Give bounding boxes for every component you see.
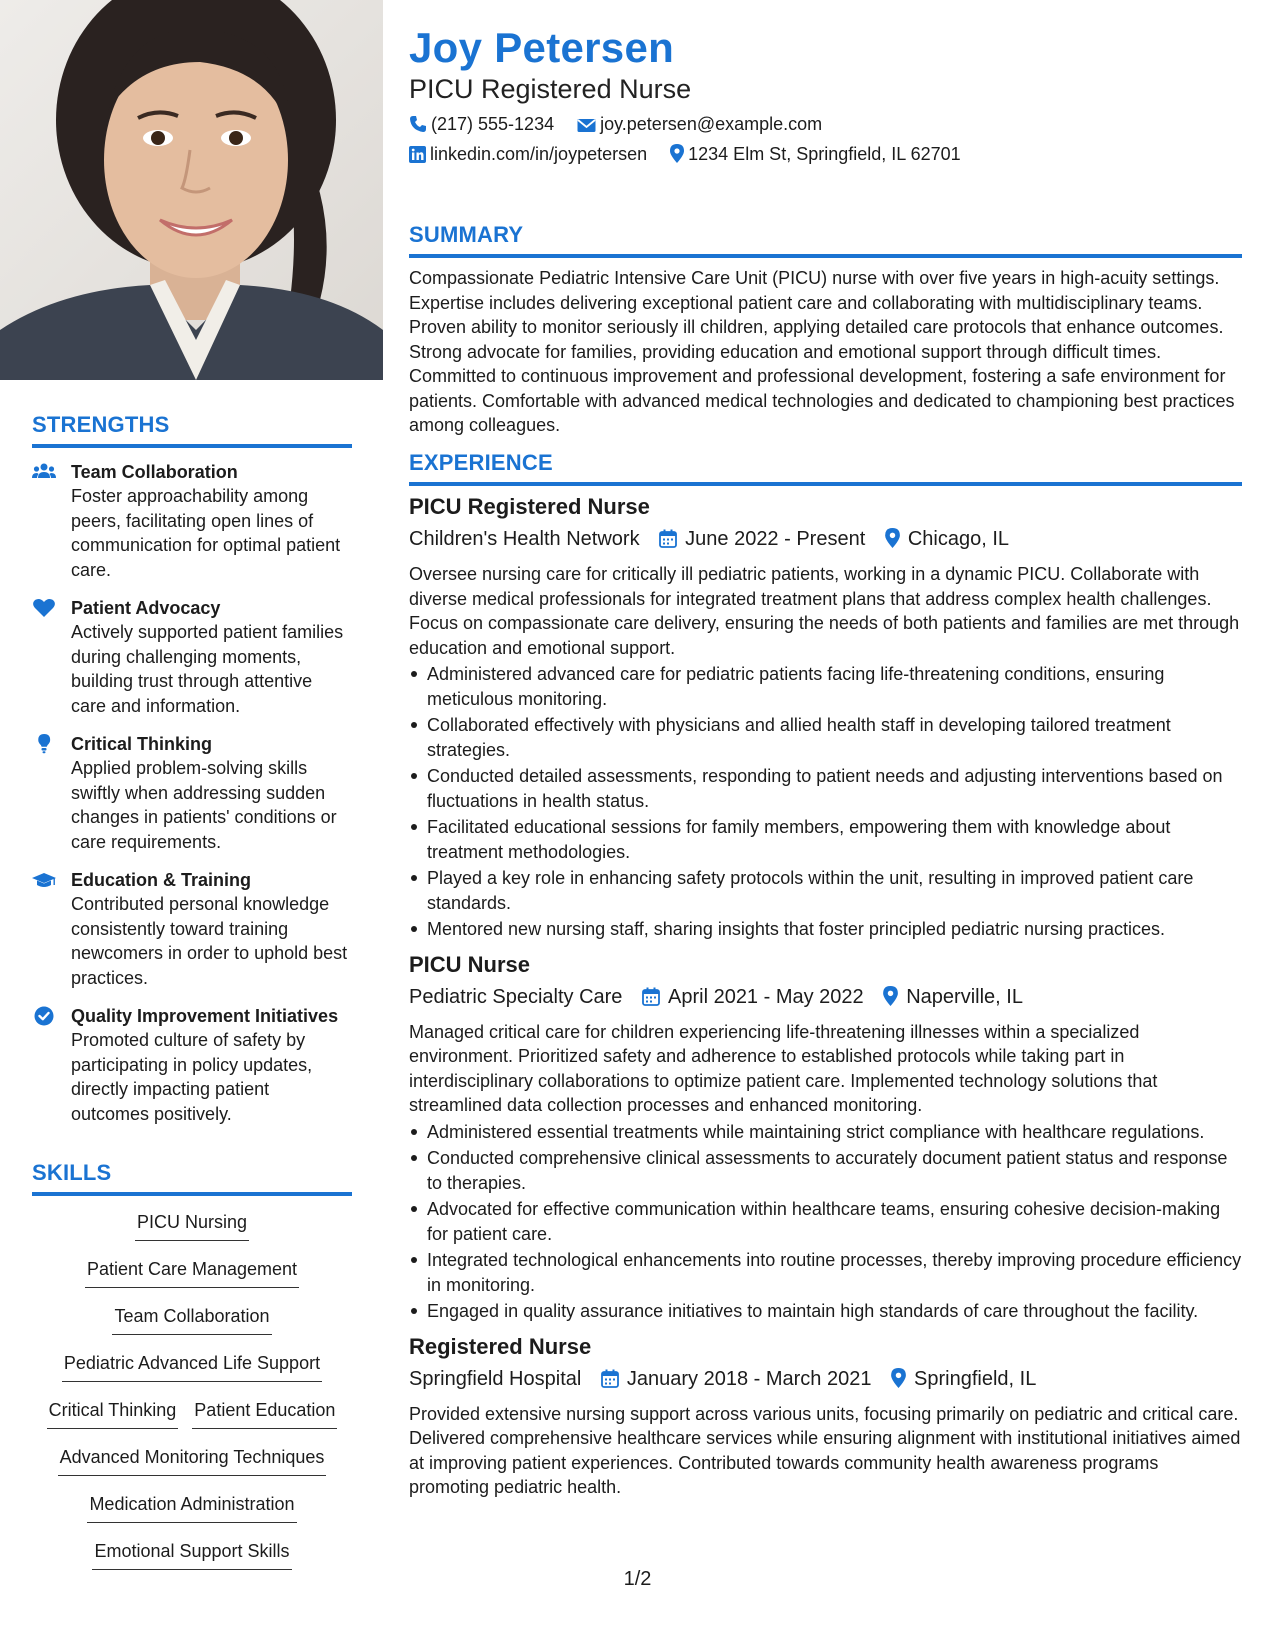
address-item bbox=[670, 144, 961, 164]
bullet-item: Administered advanced care for pediatric patients facing life-threatening conditions, ensuring meticulous monitoring. bbox=[409, 662, 1242, 711]
job-meta bbox=[409, 986, 1242, 1012]
candidate-role: PICU Registered Nurse bbox=[409, 74, 692, 104]
envelope-icon bbox=[577, 117, 596, 138]
map-pin-icon bbox=[670, 144, 684, 168]
email-item bbox=[577, 114, 822, 134]
bullet-item: Conducted detailed assessments, responding to patient needs and adjusting interventions based on fluctuations in health status. bbox=[409, 764, 1242, 813]
strength-title: Patient Advocacy bbox=[71, 598, 221, 618]
job-company: Springfield Hospital bbox=[409, 1367, 582, 1390]
bullet-item: Administered essential treatments while maintaining strict compliance with healthcare regulations. bbox=[409, 1120, 1242, 1145]
phone-icon bbox=[409, 115, 427, 138]
job-entry bbox=[409, 494, 1242, 942]
job-location: Springfield, IL bbox=[914, 1367, 1037, 1390]
skill-tag: Pediatric Advanced Life Support bbox=[62, 1349, 322, 1382]
summary-text: Compassionate Pediatric Intensive Care Unit (PICU) nurse with over five years in high-acuity settings. Expertise includes delivering exceptional patient care and collaborating with multidisciplinary teams. Proven ability to monitor seriously ill children, applying detailed care protocols that enhance outcomes. Strong advocate for families, providing education and emotional support through difficult times. Committed to continuous improvement and professional development, fostering a safe environment for patients. Comfortable with advanced medical technologies and dedicated to championing best practices among colleagues. bbox=[409, 268, 1235, 435]
address-text: 1234 Elm St, Springfield, IL 62701 bbox=[688, 144, 961, 164]
bullet-item: Played a key role in enhancing safety protocols within the unit, resulting in improved patient care standards. bbox=[409, 866, 1242, 915]
skills-list bbox=[32, 1208, 352, 1570]
strength-item bbox=[32, 868, 352, 990]
bullet-item: Conducted comprehensive clinical assessments to accurately document patient status and response to therapies. bbox=[409, 1146, 1242, 1195]
job-entry bbox=[409, 952, 1242, 1324]
skills-section bbox=[32, 1160, 352, 1570]
phone-text: (217) 555-1234 bbox=[431, 114, 555, 134]
lightbulb-icon bbox=[32, 734, 56, 754]
job-bullets bbox=[409, 662, 1242, 942]
bullet-item: Integrated technological enhancements into routine processes, thereby improving procedure efficiency in monitoring. bbox=[409, 1248, 1242, 1297]
strength-item bbox=[32, 596, 352, 718]
strength-title: Quality Improvement Initiatives bbox=[71, 1006, 339, 1026]
strength-title: Team Collaboration bbox=[71, 462, 238, 482]
strengths-heading: STRENGTHS bbox=[32, 412, 170, 437]
bullet-item: Mentored new nursing staff, sharing insights that foster principled pediatric nursing practices. bbox=[409, 917, 1242, 942]
job-meta bbox=[409, 528, 1242, 554]
candidate-name: Joy Petersen bbox=[409, 24, 675, 71]
graduation-cap-icon bbox=[32, 870, 56, 890]
job-entry bbox=[409, 1334, 1242, 1500]
job-dates: April 2021 - May 2022 bbox=[668, 985, 864, 1008]
linkedin-icon bbox=[409, 146, 426, 168]
job-meta bbox=[409, 1368, 1242, 1394]
contact-row-1 bbox=[409, 114, 840, 138]
strength-title: Education & Training bbox=[71, 870, 252, 890]
bullet-item: Facilitated educational sessions for family members, empowering them with knowledge about treatment methodologies. bbox=[409, 815, 1242, 864]
bullet-item: Advocated for effective communication within healthcare teams, ensuring cohesive decision-making for patient care. bbox=[409, 1197, 1242, 1246]
email-link[interactable]: joy.petersen@example.com bbox=[600, 114, 823, 134]
experience-heading: EXPERIENCE bbox=[409, 450, 553, 475]
job-desc: Managed critical care for children experiencing life-threatening illnesses within a specialized environment. Prioritized safety and adherence to established protocols while taking part in interdisciplinary collaborations to optimize patient care. Implemented technology solutions that streamlined data collection processes and enhanced monitoring. bbox=[409, 1021, 1158, 1115]
sidebar bbox=[0, 0, 383, 1650]
job-bullets bbox=[409, 1120, 1242, 1324]
experience-rule bbox=[409, 482, 1242, 486]
map-pin-icon bbox=[885, 528, 900, 554]
job-title: PICU Registered Nurse bbox=[409, 494, 650, 519]
strength-desc: Applied problem-solving skills swiftly when addressing sudden changes in patients' conditions or care requirements. bbox=[71, 758, 337, 852]
job-dates: January 2018 - March 2021 bbox=[626, 1367, 872, 1390]
calendar-icon bbox=[601, 1369, 619, 1394]
skill-tag: Patient Care Management bbox=[85, 1255, 299, 1288]
skill-tag: Advanced Monitoring Techniques bbox=[58, 1443, 327, 1476]
experience-section bbox=[409, 450, 1242, 1500]
strength-desc: Contributed personal knowledge consistently toward training newcomers in order to uphold best practices. bbox=[71, 894, 348, 988]
strength-item bbox=[32, 460, 352, 582]
strength-item bbox=[32, 1004, 352, 1126]
skill-tag: Team Collaboration bbox=[112, 1302, 271, 1335]
bullet-item: Collaborated effectively with physicians and allied health staff in developing tailored treatment strategies. bbox=[409, 713, 1242, 762]
skill-tag: Emotional Support Skills bbox=[92, 1537, 291, 1570]
contact-row-2 bbox=[409, 144, 979, 168]
job-company: Pediatric Specialty Care bbox=[409, 985, 623, 1008]
job-location: Chicago, IL bbox=[907, 528, 1009, 550]
summary-heading: SUMMARY bbox=[409, 222, 524, 247]
job-desc: Oversee nursing care for critically ill pediatric patients, working in a dynamic PICU. Collaborate with diverse medical professionals for integrated treatment plans that address complex health challenges. Focus on compassionate care delivery, ensuring the needs of both patients and families are met through education and emotional support. bbox=[409, 564, 1240, 658]
summary-rule bbox=[409, 254, 1242, 258]
linkedin-item bbox=[409, 144, 652, 164]
strengths-section bbox=[32, 412, 352, 1126]
skill-tag: Medication Administration bbox=[87, 1490, 296, 1523]
skills-rule bbox=[32, 1192, 352, 1196]
skill-tag: Critical Thinking bbox=[47, 1396, 179, 1429]
map-pin-icon bbox=[883, 986, 898, 1012]
strength-title: Critical Thinking bbox=[71, 734, 213, 754]
job-desc: Provided extensive nursing support across various units, focusing primarily on pediatric and critical care. Delivered comprehensive healthcare services while ensuring alignment with institutional initiatives aimed at improving patient experiences. Contributed towards community health awareness programs promoting pediatric health. bbox=[409, 1403, 1241, 1497]
strengths-rule bbox=[32, 444, 352, 448]
job-company: Children's Health Network bbox=[409, 528, 640, 550]
summary-section bbox=[409, 222, 1242, 438]
skills-heading: SKILLS bbox=[32, 1160, 112, 1185]
strength-desc: Actively supported patient families during challenging moments, building trust through attentive care and information. bbox=[71, 622, 344, 716]
heart-icon bbox=[32, 598, 56, 618]
job-dates: June 2022 - Present bbox=[685, 528, 866, 550]
map-pin-icon bbox=[891, 1368, 906, 1394]
skill-tag: Patient Education bbox=[192, 1396, 337, 1429]
job-location: Naperville, IL bbox=[906, 985, 1023, 1008]
strength-item bbox=[32, 732, 352, 854]
profile-photo bbox=[0, 0, 383, 380]
skill-tag: PICU Nursing bbox=[135, 1208, 249, 1241]
linkedin-link[interactable]: linkedin.com/in/joypetersen bbox=[430, 144, 648, 164]
page-number: 1/2 bbox=[623, 1568, 652, 1590]
bullet-item: Engaged in quality assurance initiatives to maintain high standards of care throughout the facility. bbox=[409, 1299, 1242, 1324]
phone-item bbox=[409, 114, 559, 134]
strength-desc: Promoted culture of safety by participating in policy updates, directly impacting patient outcomes positively. bbox=[71, 1030, 313, 1124]
check-badge-icon bbox=[32, 1006, 56, 1026]
calendar-icon bbox=[659, 529, 677, 554]
users-icon bbox=[32, 462, 56, 482]
calendar-icon bbox=[642, 987, 660, 1012]
job-title: Registered Nurse bbox=[409, 1333, 592, 1359]
strength-desc: Foster approachability among peers, facilitating open lines of communication for optimal patient care. bbox=[71, 486, 341, 580]
job-title: PICU Nurse bbox=[409, 951, 531, 977]
